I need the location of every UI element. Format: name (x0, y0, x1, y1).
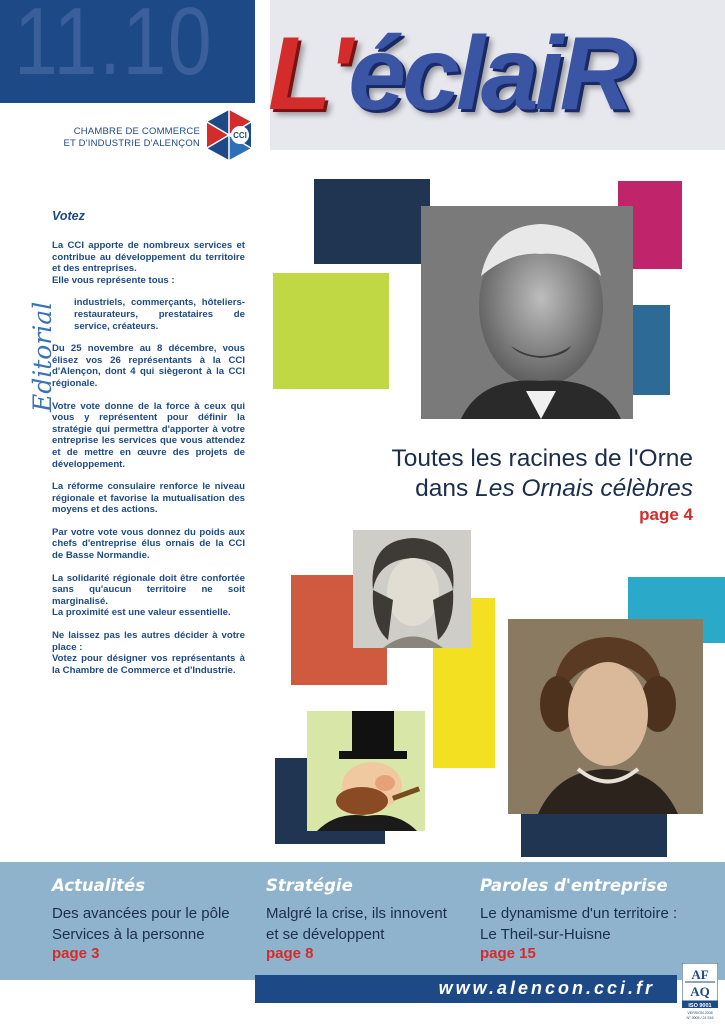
cci-name (30, 126, 200, 150)
editorial-paragraph (52, 297, 245, 332)
teaser-actualites-line2: Services à la personne (52, 926, 205, 943)
deco-square-blue (633, 305, 670, 395)
masthead-title (268, 16, 631, 132)
afaq-iso-logo (682, 963, 718, 1021)
portrait-man-photo (421, 206, 633, 419)
teaser-strategie-line2: et se développent (266, 926, 385, 943)
editorial-paragraph (52, 240, 245, 286)
afaq-number: N° 2005 / 24 516 (686, 1016, 714, 1020)
editorial-paragraph (52, 573, 245, 619)
portrait-woman-engraving (353, 530, 471, 648)
cci-name-line2: ET D'INDUSTRIE D'ALENÇON (63, 138, 200, 149)
teaser-paroles-page[interactable]: page 15 (480, 945, 536, 962)
website-link[interactable]: www.alencon.cci.fr (438, 978, 655, 998)
editorial-line: Elle vous représente tous : (52, 274, 175, 286)
portrait-woman-painting (508, 619, 703, 814)
afaq-top: AF (691, 967, 709, 982)
teaser-paroles-line1: Le dynamisme d'un territoire : (480, 905, 678, 922)
masthead-title-first: L' (268, 16, 349, 132)
editorial-line: Votre vote donne de la force à ceux qui vous y représentent pour définir la stratégie qui permettra d'apporter à votre entreprise les services que vous attendez et de mettre en œuvre des projets de développement. (52, 400, 245, 470)
teaser-paroles-text (480, 903, 677, 945)
editorial-line: La proximité est une valeur essentielle. (52, 607, 231, 619)
editorial-paragraph (52, 401, 245, 471)
feature-headline-line1: Toutes les racines de l'Orne (391, 445, 693, 472)
teaser-paroles-title: Paroles d'entreprise (480, 876, 668, 895)
cci-logo (202, 108, 256, 162)
editorial-line: Votez pour désigner vos représentants à la Chambre de Commerce et d'Industrie. (52, 653, 245, 676)
cci-logo-text: CCI (233, 131, 247, 140)
comic-character-illustration (307, 711, 425, 831)
issue-number: 11.10 (14, 0, 214, 95)
teaser-actualites-page[interactable]: page 3 (52, 945, 100, 962)
editorial-title: Editorial (28, 301, 57, 412)
editorial-line: Ne laissez pas les autres décider à votre place : (52, 630, 245, 653)
teaser-actualites-text (52, 903, 230, 945)
editorial-paragraph (52, 527, 245, 562)
editorial-line: Par votre vote vous donnez du poids aux chefs d'entreprise élus ornais de la CCI de Basse Normandie. (52, 526, 245, 562)
editorial-line: industriels, commerçants, hôteliers-restaurateurs, prestataires de service, créateurs. (74, 297, 245, 332)
teaser-paroles-line2: Le Theil-sur-Huisne (480, 926, 611, 943)
teaser-actualites-title: Actualités (52, 876, 146, 895)
editorial-body (52, 240, 245, 687)
feature-headline-prefix: dans (415, 475, 476, 502)
feature-headline (300, 444, 693, 504)
deco-square-lime (273, 273, 389, 389)
masthead-title-rest: éclaiR (348, 16, 631, 132)
editorial-line: La réforme consulaire renforce le niveau régionale et favorise la mutualisation des moyens et des actions. (52, 481, 245, 516)
teaser-strategie-page[interactable]: page 8 (266, 945, 314, 962)
teaser-strategie-line1: Malgré la crise, ils innovent (266, 905, 447, 922)
editorial-line: La CCI apporte de nombreux services et contribue au développement du territoire et des entreprises. (52, 240, 245, 275)
editorial-paragraph (52, 630, 245, 676)
editorial-line: La solidarité régionale doit être confortée sans qu'aucun territoire ne soit marginalisé. (52, 572, 245, 607)
editorial-paragraph (52, 343, 245, 389)
teaser-strategie-title: Stratégie (266, 876, 353, 895)
afaq-version: VERSION 2008 (687, 1011, 713, 1015)
editorial-paragraph (52, 481, 245, 516)
teaser-strategie-text (266, 903, 447, 945)
afaq-iso: ISO 9001 (688, 1003, 712, 1009)
editorial-heading: Votez (52, 209, 85, 223)
deco-square-navy-top (314, 179, 430, 264)
feature-headline-line2 (300, 474, 693, 504)
editorial-line: Du 25 novembre au 8 décembre, vous élisez vos 26 représentants à la CCI d'Alençon, dont 4 qui siègeront à la CCI régionale. (52, 343, 245, 389)
feature-page-ref[interactable]: page 4 (639, 505, 693, 524)
feature-headline-book-title: Les Ornais célèbres (475, 475, 693, 502)
cci-name-line1: CHAMBRE DE COMMERCE (73, 126, 200, 137)
teaser-actualites-line1: Des avancées pour le pôle (52, 905, 230, 922)
deco-square-navy-right (521, 813, 667, 857)
afaq-bottom: AQ (690, 984, 710, 999)
